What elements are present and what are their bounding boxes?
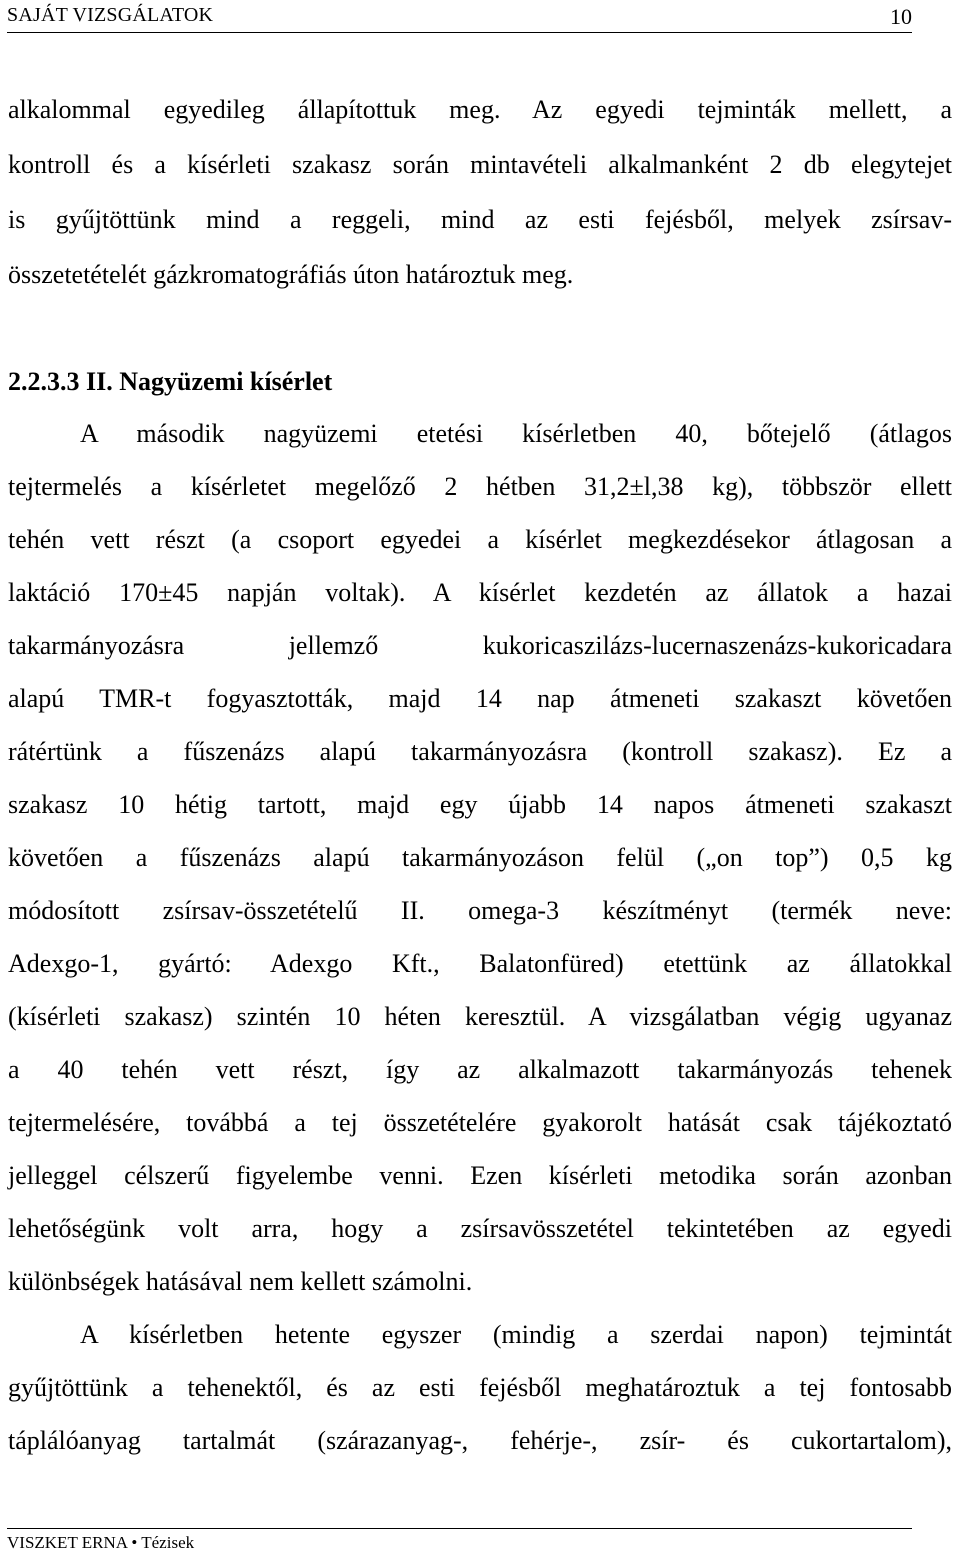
text-line: gyűjtöttünk a tehenektől, és az esti fejésből meghatároztuk a tej fontosabb [8, 1373, 952, 1402]
paragraph-experiment [8, 407, 952, 1308]
text-line: táplálóanyag tartalmát (szárazanyag-, fehérje-, zsír- és cukortartalom), [8, 1426, 952, 1455]
text-line: tehén vett részt (a csoport egyedei a kísérlet megkezdésekor átlagosan a [8, 525, 952, 554]
text-line: szakasz 10 hétig tartott, majd egy újabb 14 napos átmeneti szakaszt [8, 790, 952, 819]
text-line: takarmányozásra jellemző kukoricaszilázs-lucernaszenázs-kukoricadara [8, 631, 952, 660]
running-footer [7, 1528, 912, 1553]
text-line: rátértünk a fűszenázs alapú takarmányozásra (kontroll szakasz). Ez a [8, 737, 952, 766]
footer-text: VISZKET ERNA • Tézisek [7, 1533, 195, 1552]
text-line: jelleggel célszerű figyelembe venni. Ezen kísérleti metodika során azonban [8, 1161, 952, 1190]
text-line: kontroll és a kísérleti szakasz során mintavételi alkalmanként 2 db elegytejet [8, 150, 952, 179]
text-line: (kísérleti szakasz) szintén 10 héten keresztül. A vizsgálatban végig ugyanaz [8, 1002, 952, 1031]
text-line: laktáció 170±45 napján voltak). A kísérlet kezdetén az állatok a hazai [8, 578, 952, 607]
text-line: tejtermelés a kísérletet megelőző 2 hétben 31,2±l,38 kg), többször ellett [8, 472, 952, 501]
page-number: 10 [890, 4, 912, 29]
text-line: lehetőségünk volt arra, hogy a zsírsavösszetétel tekintetében az egyedi [8, 1214, 952, 1243]
text-line: A második nagyüzemi etetési kísérletben 40, bőtejelő (átlagos [80, 419, 952, 448]
text-line: a 40 tehén vett részt, így az alkalmazott takarmányozás tehenek [8, 1055, 952, 1084]
paragraph-continued [8, 82, 952, 302]
section-heading: 2.2.3.3 II. Nagyüzemi kísérlet [8, 367, 333, 396]
text-line: különbségek hatásával nem kellett számolni. [8, 1267, 473, 1296]
text-line: összetetételét gázkromatográfiás úton határoztuk meg. [8, 260, 574, 289]
page-body [8, 82, 952, 1467]
text-line: A kísérletben hetente egyszer (mindig a szerdai napon) tejmintát [80, 1320, 952, 1349]
text-line: módosított zsírsav-összetételű II. omega-3 készítményt (termék neve: [8, 896, 952, 925]
text-line: követően a fűszenázs alapú takarmányozáson felül („on top”) 0,5 kg [8, 843, 952, 872]
text-line: alkalommal egyedileg állapítottuk meg. Az egyedi tejminták mellett, a [8, 95, 952, 124]
running-header [7, 0, 912, 33]
text-line: tejtermelésére, továbbá a tej összetételére gyakorolt hatását csak tájékoztató [8, 1108, 952, 1137]
paragraph-sampling [8, 1308, 952, 1467]
text-line: alapú TMR-t fogyasztották, majd 14 nap átmeneti szakaszt követően [8, 684, 952, 713]
text-line: is gyűjtöttünk mind a reggeli, mind az esti fejésből, melyek zsírsav- [8, 205, 952, 234]
text-line: Adexgo-1, gyártó: Adexgo Kft., Balatonfüred) etettünk az állatokkal [8, 949, 952, 978]
header-title: SAJÁT VIZSGÁLATOK [7, 4, 214, 26]
